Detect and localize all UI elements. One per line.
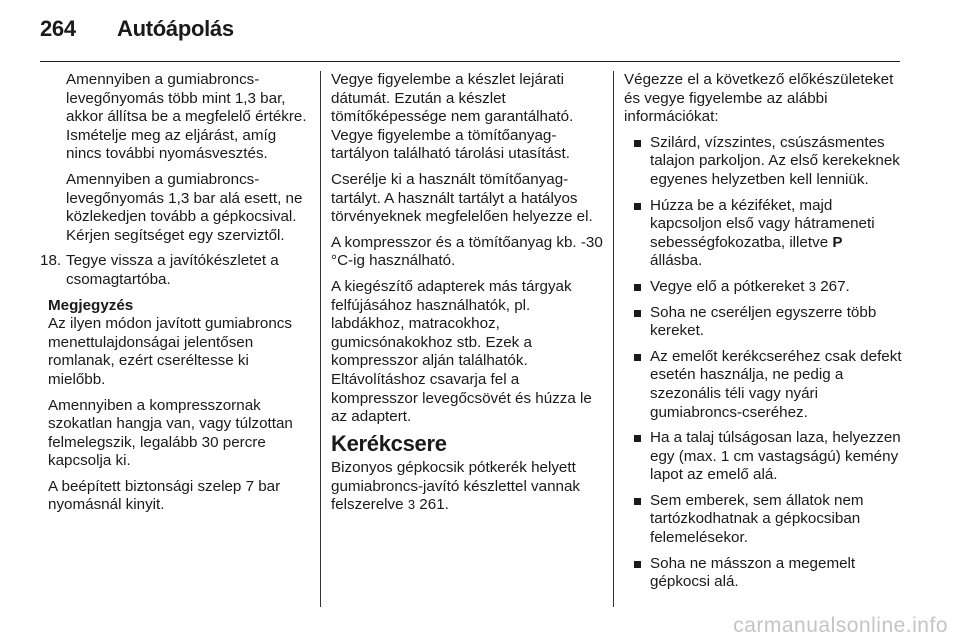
header-divider — [40, 61, 900, 62]
bullet-icon — [634, 561, 641, 568]
list-item — [624, 197, 906, 271]
note-paragraph-3: A beépített biztonsági szelep 7 bar nyomásnál kinyit. — [48, 477, 281, 514]
list-item-text: Szilárd, vízszintes, csúszásmentes talajon parkoljon. Az első kerekeknek egyenes helyzetben kell lenniük. — [650, 133, 900, 188]
step-number: 18. — [40, 252, 62, 270]
list-item — [624, 278, 906, 297]
list-item — [624, 429, 906, 485]
list-item — [624, 348, 906, 422]
column-3 — [624, 71, 906, 599]
expiry-paragraph: Vegye figyelembe a készlet lejárati dátumát. Ezután a készlet tömítőképessége nem garantálható. Vegye figyelembe a tömítőanyag-tartályon található tárolási utasítást. — [331, 71, 574, 163]
list-item — [624, 555, 906, 592]
list-item — [624, 304, 906, 341]
preparation-intro: Végezze el a következő előkészületeket és vegye figyelembe az alábbi információkat: — [624, 71, 894, 126]
note-paragraph-1: Az ilyen módon javított gumiabroncs menettulajdonságai jelentősen romlanak, ezért cseréltesse ki mielőbb. — [48, 315, 292, 388]
column-divider-1 — [320, 71, 321, 607]
page-reference[interactable]: 261. — [419, 496, 449, 514]
note-title: Megjegyzés — [48, 296, 134, 314]
column-2 — [331, 71, 606, 522]
list-item-text: Húzza be a kéziféket, majd kapcsoljon első vagy hátrameneti sebességfokozatba, illetve — [650, 196, 875, 251]
column-1 — [40, 71, 310, 522]
note-block — [40, 297, 310, 516]
bullet-icon — [634, 140, 641, 147]
temperature-paragraph: A kompresszor és a tömítőanyag kb. -30 °C-ig használható. — [331, 233, 603, 270]
list-item-text: Ha a talaj túlságosan laza, helyezzen egy (max. 1 cm vastagságú) kemény lapot az emelő alá. — [650, 429, 901, 484]
list-item — [624, 492, 906, 548]
list-item-text: Az emelőt kerékcseréhez csak defekt esetén használja, ne pedig a szezonális téli vagy nyári gumiabroncs-cseréhez. — [650, 347, 902, 421]
bullet-icon — [634, 284, 641, 291]
page-header — [0, 0, 960, 62]
step-18 — [40, 252, 310, 289]
page-number: 264 — [40, 16, 76, 41]
replace-container-paragraph: Cserélje ki a használt tömítőanyag-tartályt. A használt tartályt a hatályos törvényeknek megfelelően helyezze el. — [331, 170, 593, 226]
adapters-paragraph: A kiegészítő adapterek más tárgyak felfújásához használhatók, pl. labdákhoz, matracokhoz, gumicsónakokhoz stb. Ezek a kompresszor alján találhatók. Eltávolításhoz csavarja fel a kompresszor levegőcsövét és húzza le az adaptert. — [331, 277, 592, 426]
bullet-icon — [634, 498, 641, 505]
list-item — [624, 134, 906, 190]
bullet-icon — [634, 435, 641, 442]
bullet-icon — [634, 203, 641, 210]
list-item-text-end: állásba. — [650, 252, 703, 270]
section-heading: Kerékcsere — [331, 430, 447, 456]
pressure-check-paragraph: Amennyiben a gumiabroncs-levegőnyomás több mint 1,3 bar, akkor állítsa be a megfelelő értékre. Ismételje meg az eljárást, amíg nincs további nyomásvesztés. — [66, 71, 307, 163]
watermark: carmanualsonline.info — [733, 614, 948, 637]
page-reference-icon: 3 — [808, 278, 816, 294]
gear-position-label: P — [832, 233, 843, 251]
step-text: Tegye vissza a javítókészletet a csomagtartóba. — [66, 252, 279, 288]
wheel-change-text: Bizonyos gépkocsik pótkerék helyett gumiabroncs-javító készlettel vannak felszerelve — [331, 459, 581, 514]
wheel-change-intro — [331, 459, 606, 515]
bullet-icon — [634, 310, 641, 317]
list-item-text: Soha ne másszon a megemelt gépkocsi alá. — [650, 554, 856, 591]
list-item-text: Soha ne cseréljen egyszerre több kereket. — [650, 303, 877, 340]
list-item-text: Vegye elő a pótkereket — [650, 277, 805, 295]
low-pressure-paragraph: Amennyiben a gumiabroncs-levegőnyomás 1,3 bar alá esett, ne közlekedjen tovább a gépkocsival. Kérjen segítséget egy szerviztől. — [66, 170, 303, 244]
note-paragraph-2: Amennyiben a kompresszornak szokatlan hangja van, vagy túlzottan felmelegszik, legalább 30 percre kapcsolja ki. — [48, 396, 293, 470]
page-reference-icon: 3 — [407, 497, 416, 513]
chapter-title: Autóápolás — [117, 16, 234, 41]
column-divider-2 — [613, 71, 614, 607]
preparation-list — [624, 134, 906, 592]
bullet-icon — [634, 354, 641, 361]
page-reference[interactable]: 267. — [820, 277, 850, 295]
list-item-text: Sem emberek, sem állatok nem tartózkodhatnak a gépkocsiban felemelésekor. — [650, 491, 864, 547]
